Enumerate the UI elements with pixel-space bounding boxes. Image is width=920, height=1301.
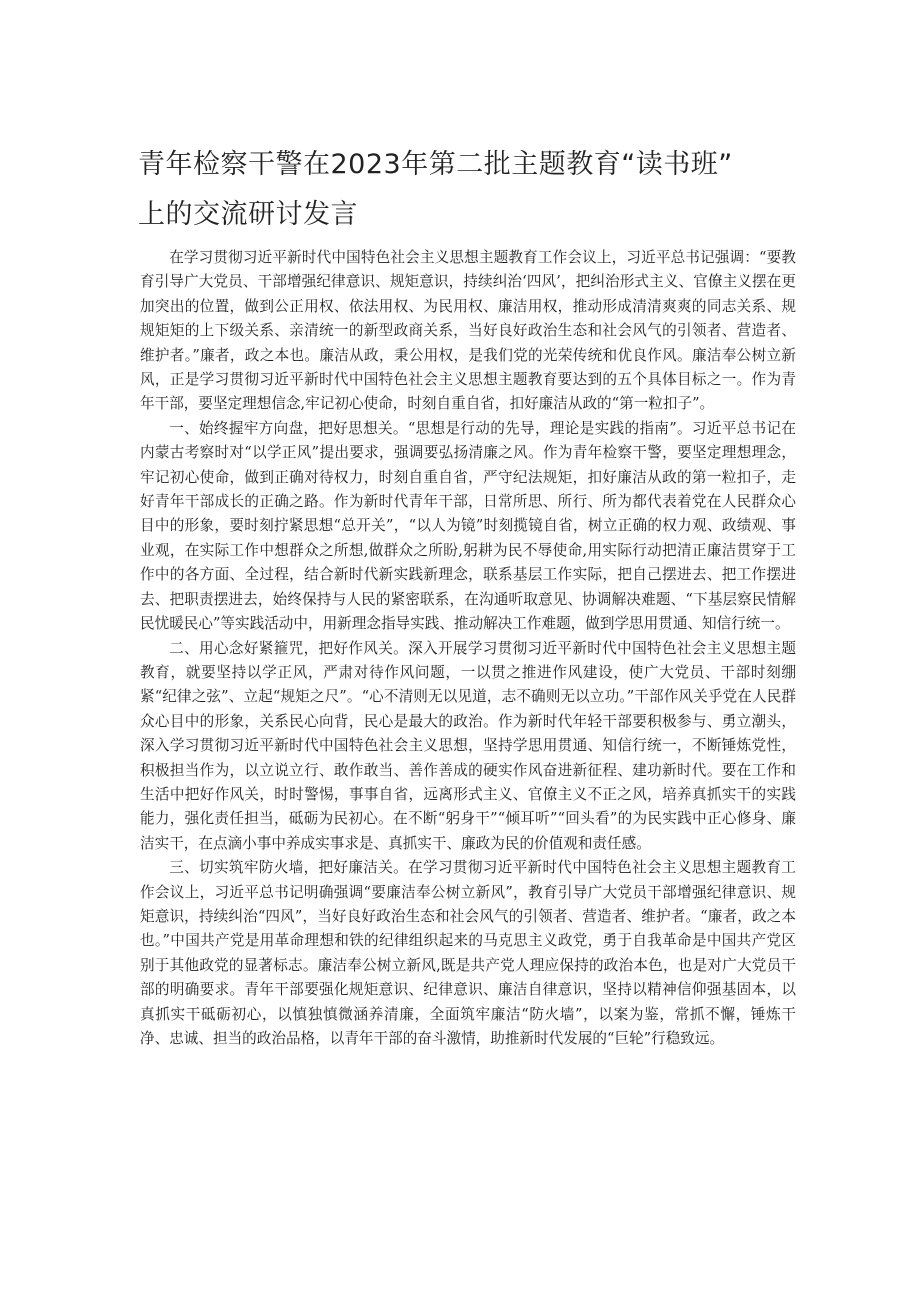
title-line-1: 青年检察干警在2023年第二批主题教育“读书班” — [138, 149, 733, 180]
document-body — [140, 246, 796, 1051]
paragraph-section-3: 三、切实筑牢防火墙，把好廉洁关。在学习贯彻习近平新时代中国特色社会主义思想主题教育工作会议上，习近平总书记明确强调“要廉洁奉公树立新风”，教育引导广大党员干部增强纪律意识、规矩意识，持续纠治“四风”，当好良好政治生态和社会风气的引领者、营造者、维护者。“廉者，政之本也。”中国共产党是用革命理想和铁的纪律组织起来的马克思主义政党，勇于自我革命是中国共产党区别于其他政党的显著标志。廉洁奉公树立新风,既是共产党人理应保持的政治本色，也是对广大党员干部的明确要求。青年干部要强化规矩意识、纪律意识、廉洁自律意识，坚持以精神信仰强基固本，以真抓实干砥砺初心，以慎独慎微涵养清廉，全面筑牢廉洁“防火墙”，以案为鉴，常抓不懈，锤炼干净、忠诚、担当的政治品格，以青年干部的奋斗激情，助推新时代发展的“巨轮”行稳致远。 — [140, 859, 796, 1047]
document-title — [138, 140, 798, 240]
paragraph-section-2: 二、用心念好紧箍咒，把好作风关。深入开展学习贯彻习近平新时代中国特色社会主义思想主题教育，就要坚持以学正风，严肃对待作风问题，一以贯之推进作风建设，使广大党员、干部时刻绷紧“纪律之弦”、立起“规矩之尺”。“心不清则无以见道，志不确则无以立功。”干部作风关乎党在人民群众心目中的形象，关系民心向背，民心是最大的政治。作为新时代年轻干部要积极参与、勇立潮头，深入学习贯彻习近平新时代中国特色社会主义思想，坚持学思用贯通、知信行统一，不断锤炼党性，积极担当作为，以立说立行、敢作敢当、善作善成的硬实作风奋进新征程、建功新时代。要在工作和生活中把好作风关，时时警惕，事事自省，远离形式主义、官僚主义不正之风，培养真抓实干的实践能力，强化责任担当，砥砺为民初心。在不断“躬身干”“倾耳听”“回头看”的为民实践中正心修身、廉洁实干，在点滴小事中养成实事求是、真抓实干、廉政为民的价值观和责任感。 — [140, 639, 796, 852]
title-line-2: 上的交流研讨发言 — [138, 199, 358, 230]
paragraph-intro: 在学习贯彻习近平新时代中国特色社会主义思想主题教育工作会议上，习近平总书记强调：“要教育引导广大党员、干部增强纪律意识、规矩意识，持续纠治‘四风’，把纠治形式主义、官僚主义摆在更加突出的位置，做到公正用权、依法用权、为民用权、廉洁用权，推动形成清清爽爽的同志关系、规规矩矩的上下级关系、亲清统一的新型政商关系，当好良好政治生态和社会风气的引领者、营造者、维护者。”廉者，政之本也。廉洁从政，秉公用权，是我们党的光荣传统和优良作风。廉洁奉公树立新风，正是学习贯彻习近平新时代中国特色社会主义思想主题教育要达到的五个具体目标之一。作为青年干部，要坚定理想信念,牢记初心使命，时刻自重自省，扣好廉洁从政的“第一粒扣子”。 — [140, 249, 796, 413]
paragraph-section-1: 一、始终握牢方向盘，把好思想关。“思想是行动的先导，理论是实践的指南”。习近平总书记在内蒙古考察时对“以学正风”提出要求，强调要弘扬清廉之风。作为青年检察干警，要坚定理想理念，牢记初心使命，做到正确对待权力，时刻自重自省，严守纪法规矩，扣好廉洁从政的第一粒扣子，走好青年干部成长的正确之路。作为新时代青年干部，日常所思、所行、所为都代表着党在人民群众心目中的形象，要时刻拧紧思想“总开关”，“以人为镜”时刻揽镜自省，树立正确的权力观、政绩观、事业观，在实际工作中想群众之所想,做群众之所盼,躬耕为民不辱使命,用实际行动把清正廉洁贯穿于工作中的各方面、全过程，结合新时代新实践新理念，联系基层工作实际，把自己摆进去、把工作摆进去、把职责摆进去，始终保持与人民的紧密联系，在沟通听取意见、协调解决难题、“下基层察民情解民忧暖民心”等实践活动中，用新理念指导实践、推动解决工作难题，做到学思用贯通、知信行统一。 — [140, 419, 796, 633]
